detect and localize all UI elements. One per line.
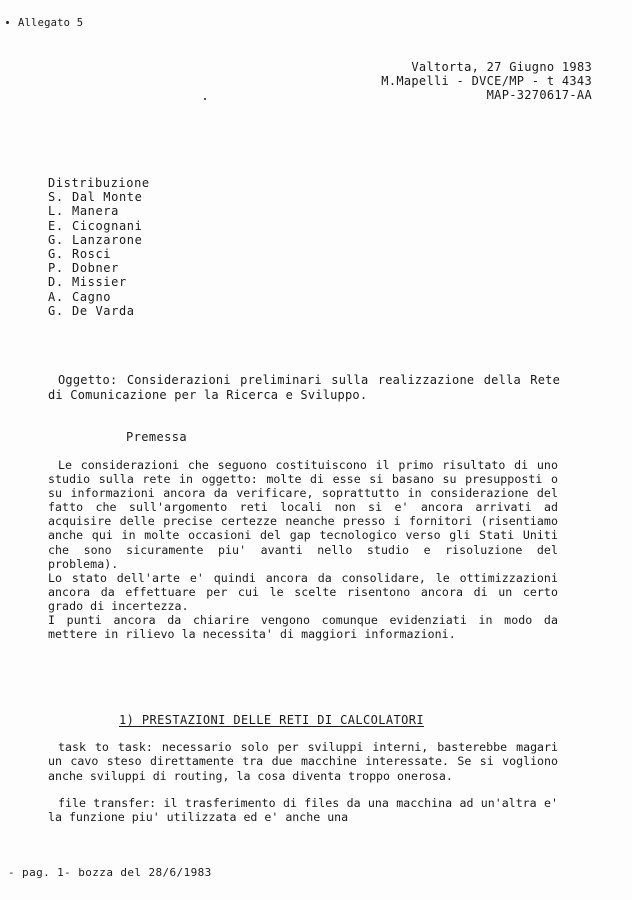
recipient-name: Dal Monte bbox=[72, 190, 143, 205]
recipient bbox=[48, 247, 150, 261]
recipient-initial: G. bbox=[48, 303, 64, 318]
distribution-title: Distribuzione bbox=[48, 176, 150, 190]
recipient-initial: G. bbox=[48, 232, 64, 247]
premessa-paragraph: I punti ancora da chiarire vengono comunque evidenziati in modo da mettere in rilievo la necessita' di maggiori informazioni. bbox=[48, 613, 558, 642]
recipient-name: De Varda bbox=[72, 303, 135, 318]
recipient-name: Rosci bbox=[72, 247, 112, 262]
recipient bbox=[48, 233, 150, 247]
premessa-heading: Premessa bbox=[126, 430, 187, 444]
section-paragraph: file transfer: il trasferimento di files da una macchina ad un'altra e' la funzione piu' utilizzata ed e' anche una bbox=[48, 795, 558, 825]
recipient-name: Manera bbox=[72, 204, 119, 219]
recipient-initial: A. bbox=[48, 289, 64, 304]
recipient-name: Cicognani bbox=[72, 218, 143, 233]
letter-header bbox=[381, 60, 592, 102]
premessa-body bbox=[48, 458, 558, 641]
recipient bbox=[48, 204, 150, 218]
recipient-initial: E. bbox=[48, 218, 64, 233]
recipient-name: Dobner bbox=[72, 261, 119, 276]
section-title: 1) PRESTAZIONI DELLE RETI DI CALCOLATORI bbox=[119, 713, 424, 727]
annex-label: Allegato 5 bbox=[18, 17, 84, 29]
recipient-initial: L. bbox=[48, 204, 64, 219]
recipient-initial: S. bbox=[48, 190, 64, 205]
recipient-name: Lanzarone bbox=[72, 232, 143, 247]
distribution-list bbox=[48, 176, 150, 318]
subject-line: Oggetto: Considerazioni preliminari sulla realizzazione della Rete di Comunicazione per la Ricerca e Sviluppo. bbox=[48, 373, 560, 402]
recipient bbox=[48, 219, 150, 233]
recipient-initial: G. bbox=[48, 247, 64, 262]
page-footer: - pag. 1- bozza del 28/6/1983 bbox=[8, 866, 212, 879]
section-body bbox=[48, 740, 558, 837]
premessa-paragraph: Lo stato dell'arte e' quindi ancora da consolidare, le ottimizzazioni ancora da effettuare per cui le scelte risentono ancora di un certo grado di incertezza. bbox=[48, 570, 558, 613]
author-line: M.Mapelli - DVCE/MP - t 4343 bbox=[381, 74, 592, 88]
scan-speck bbox=[6, 21, 9, 24]
place-date: Valtorta, 27 Giugno 1983 bbox=[411, 60, 592, 74]
recipient bbox=[48, 275, 150, 289]
recipient bbox=[48, 304, 150, 318]
scan-speck bbox=[204, 98, 206, 100]
recipient-initial: P. bbox=[48, 261, 64, 276]
recipient-initial: D. bbox=[48, 275, 64, 290]
recipient bbox=[48, 290, 150, 304]
document-reference: MAP-3270617-AA bbox=[486, 88, 592, 102]
section-paragraph: task to task: necessario solo per sviluppi interni, basterebbe magari un cavo steso direttamente tra due macchine interessate. Se si vogliono anche sviluppi di routing, la cosa diventa troppo onerosa. bbox=[48, 740, 558, 783]
recipient-name: Missier bbox=[72, 275, 127, 290]
recipient bbox=[48, 261, 150, 275]
recipient bbox=[48, 190, 150, 204]
recipient-name: Cagno bbox=[72, 289, 112, 304]
premessa-paragraph: Le considerazioni che seguono costituiscono il primo risultato di uno studio sulla rete in oggetto: molte di esse si basano su presupposti o su informazioni ancora da verificare, soprattutto in considerazione del fatto che sull'argomento reti locali non si e' ancora arrivati ad acquisire delle precise certezze neanche presso i fornitori (risentiamo anche qui in molte occasioni del gap tecnologico verso gli Stati Uniti che sono sicuramente piu' avanti nello studio e risoluzione del problema). bbox=[48, 458, 558, 571]
